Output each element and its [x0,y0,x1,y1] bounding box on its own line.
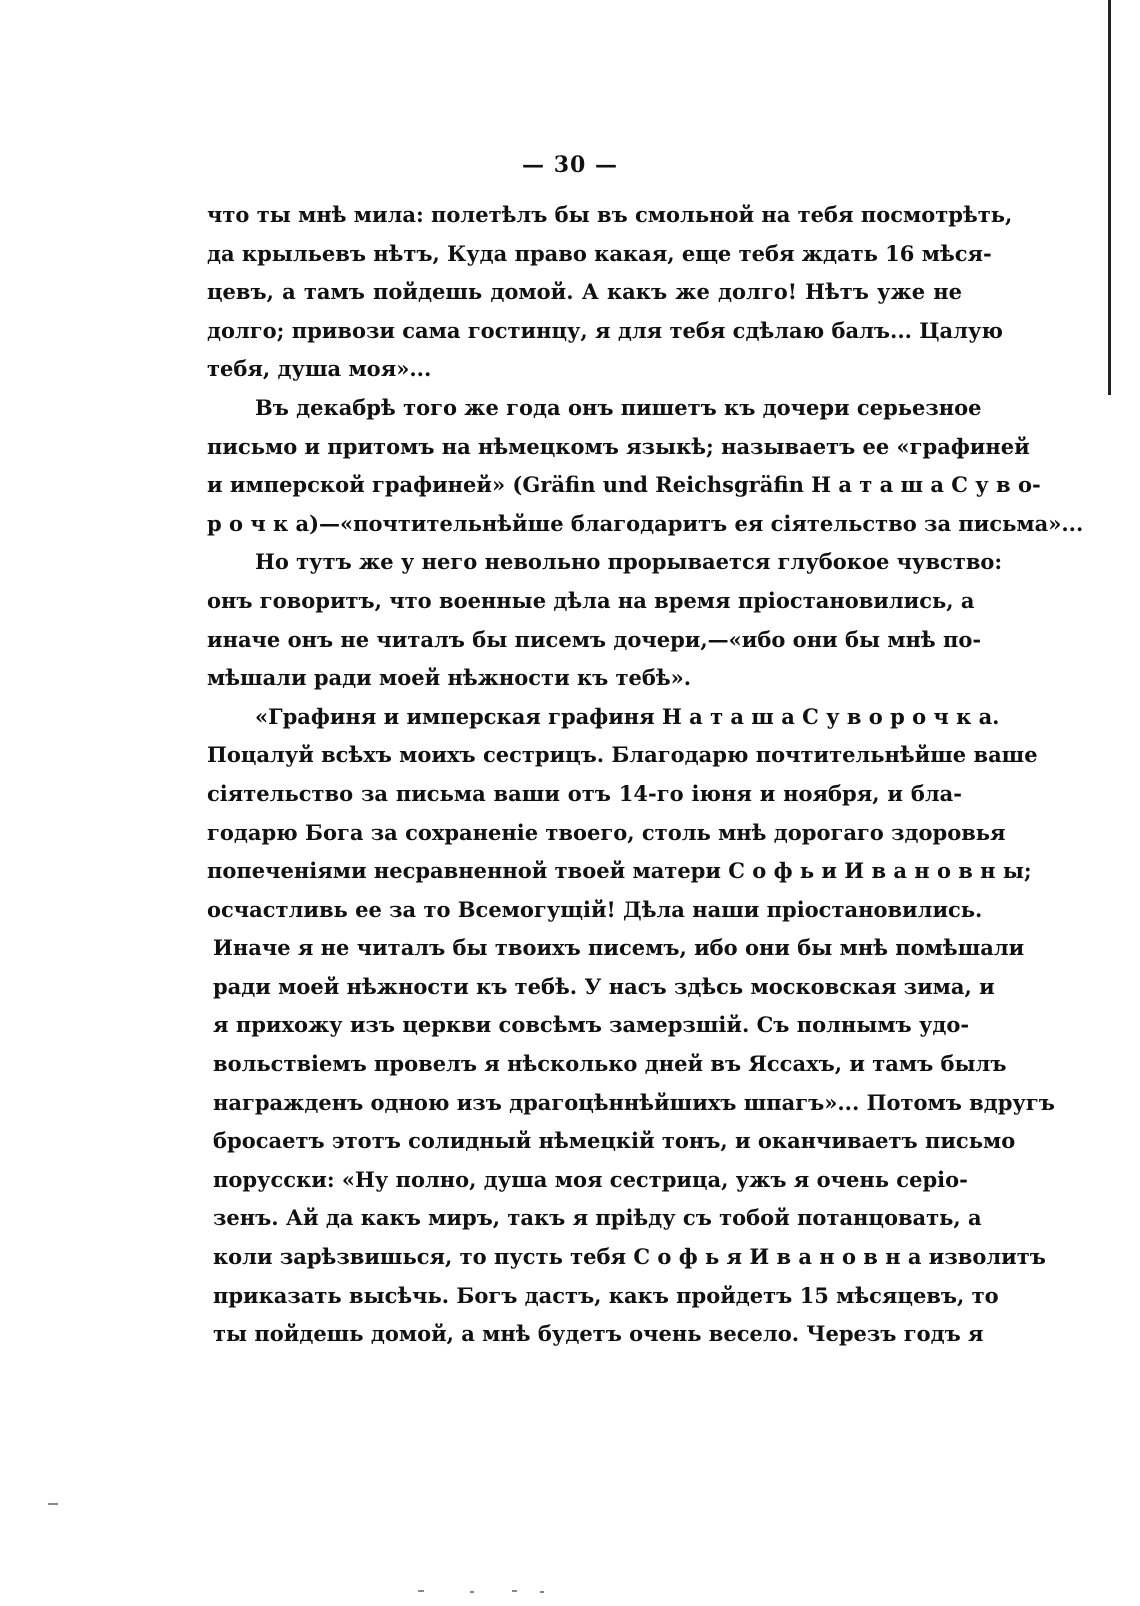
text-line: порусски: «Ну полно, душа моя сестрица, ужъ я очень серіо- [213,1166,968,1192]
text-line: бросаетъ этотъ солидный нѣмецкій тонъ, и оканчиваетъ письмо [213,1128,1016,1154]
text-line: годарю Бога за сохраненіе твоего, столь мнѣ дорогаго здоровья [207,819,1006,845]
scan-speck [470,1591,474,1593]
text-line: попеченіями несравненной твоей матери С о ф ь и И в а н о в н ы; [207,858,1032,884]
text-line: зенъ. Ай да какъ миръ, такъ я пріѣду съ тобой потанцовать, а [213,1205,982,1231]
body-text [207,196,1084,1354]
paragraph-start-line: «Графиня и имперская графиня Н а т а ш а С у в о р о ч к а. [255,703,1000,729]
text-line: осчастливь ее за то Всемогущій! Дѣла наши пріостановились. [207,896,983,922]
text-line: я прихожу изъ церкви совсѣмъ замерзшій. Съ полнымъ удо- [213,1012,970,1038]
text-line: Иначе я не читалъ бы твоихъ писемъ, ибо они бы мнѣ помѣшали [213,935,1025,961]
scan-speck [418,1590,424,1592]
text-line: Поцалуй всѣхъ моихъ сестрицъ. Благодарю почтительнѣйше ваше [207,742,1038,768]
scan-speck [48,1503,58,1505]
text-line: коли зарѣзвишься, то пусть тебя С о ф ь я И в а н о в н а изволитъ [213,1244,1046,1270]
text-line: ты пойдешь домой, а мнѣ будетъ очень весело. Черезъ годъ я [213,1321,984,1347]
paragraph-start-line: Въ декабрѣ того же года онъ пишетъ къ дочери серьезное [255,394,982,420]
text-line: сіятельство за письма ваши отъ 14-го іюня и ноября, и бла- [207,780,962,806]
scan-speck [540,1591,544,1593]
text-line: онъ говоритъ, что военные дѣла на время пріостановились, а [207,587,975,613]
paragraph-start-line: Но тутъ же у него невольно прорывается глубокое чувство: [255,549,1003,575]
text-line: ради моей нѣжности къ тебѣ. У насъ здѣсь московская зима, и [213,973,995,999]
text-line: долго; привози сама гостинцу, я для тебя сдѣлаю балъ... Цалую [207,317,1003,343]
scan-speck [512,1590,517,1592]
text-line: мѣшали ради моей нѣжности къ тебѣ». [207,665,692,691]
text-line: иначе онъ не читалъ бы писемъ дочери,—«ибо они бы мнѣ по- [207,626,982,652]
text-line: цевъ, а тамъ пойдешь домой. А какъ же долго! Нѣтъ уже не [207,279,962,305]
text-line: р о ч к а)—«почтительнѣйше благодаритъ ея сіятельство за письма»... [207,510,1084,536]
text-line: что ты мнѣ мила: полетѣлъ бы въ смольной на тебя посмотрѣть, [207,202,1013,227]
text-line: да крыльевъ нѣтъ, Куда право какая, еще тебя ждать 16 мѣся- [207,240,992,266]
text-line: тебя, душа моя»... [207,356,432,382]
text-line: письмо и притомъ на нѣмецкомъ языкѣ; называетъ ее «графиней [207,433,1030,459]
text-line: вольствіемъ провелъ я нѣсколько дней въ Яссахъ, и тамъ былъ [213,1051,1007,1077]
text-line: приказать высѣчь. Богъ дастъ, какъ пройдетъ 15 мѣсяцевъ, то [213,1282,999,1308]
page-edge-line [1108,0,1111,395]
text-line: и имперской графиней» (Gräfin und Reichsgräfin Н а т а ш а С у в о- [207,472,1041,498]
text-line: награжденъ одною изъ драгоцѣннѣйшихъ шпагъ»... Потомъ вдругъ [213,1089,1055,1115]
page-number: — 30 — [522,152,618,178]
